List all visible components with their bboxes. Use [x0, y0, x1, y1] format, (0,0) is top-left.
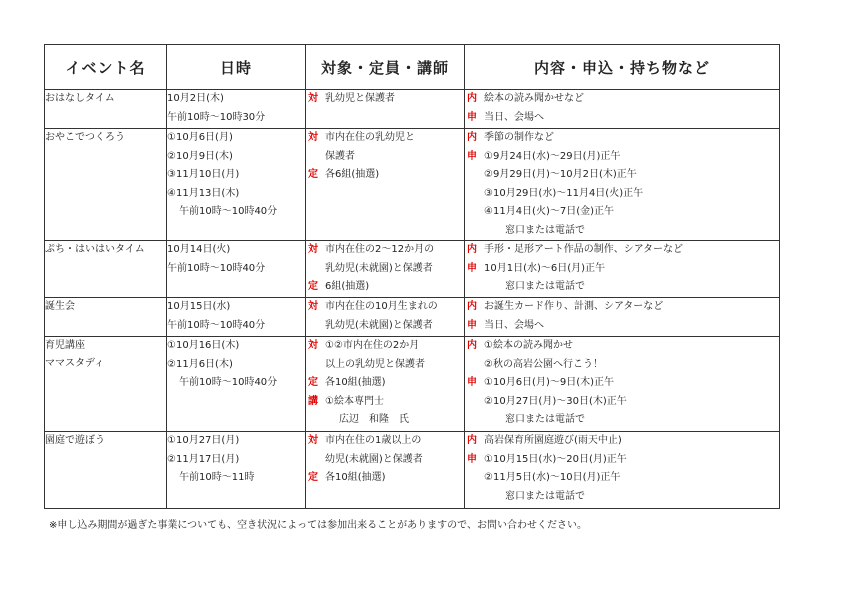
target-cell: [306, 337, 465, 432]
time-line: 午前10時～10時40分: [179, 377, 278, 388]
capacity-tag: 定: [308, 169, 318, 180]
date-line: 10月15日(水): [167, 301, 231, 312]
header-target: 対象・定員・講師: [306, 45, 465, 90]
target-text: 乳幼児と保護者: [325, 93, 395, 104]
target-text: 保護者: [325, 150, 355, 162]
capacity-tag: 定: [308, 377, 318, 388]
apply-text: ②11月5日(水)～10日(月)正午: [484, 472, 621, 483]
target-text: 市内在住の10月生まれの: [325, 301, 438, 312]
date-line: ③11月10日(月): [167, 169, 240, 180]
header-datetime: 日時: [167, 45, 306, 90]
target-text: 市内在住の1歳以上の: [325, 435, 422, 446]
content-text: 季節の制作など: [484, 132, 554, 143]
target-text: 市内在住の乳幼児と: [325, 132, 415, 143]
content-text: ①絵本の読み聞かせ: [484, 340, 573, 351]
event-name: 誕生会: [45, 301, 75, 312]
apply-text: 当日、会場へ: [484, 319, 544, 331]
content-tag: 内: [467, 132, 477, 143]
target-tag: 対: [308, 340, 318, 351]
content-text: ②秋の高岩公園へ行こう！: [484, 358, 603, 370]
time-line: 午前10時～10時30分: [167, 111, 266, 123]
capacity-tag: 定: [308, 472, 318, 483]
apply-tag: 申: [467, 150, 477, 162]
event-name-cell: [45, 298, 167, 337]
table-row: [45, 90, 780, 129]
capacity-text: 各10組(抽選): [325, 377, 386, 388]
datetime-cell: [167, 90, 306, 129]
date-line: ②10月9日(木): [167, 150, 233, 162]
target-cell: [306, 241, 465, 298]
date-line: ④11月13日(木): [167, 187, 240, 199]
footnote: ※申し込み期間が過ぎた事業についても、空き状況によっては参加出来ることがありますので、お問い合わせください。: [49, 520, 587, 531]
target-tag: 対: [308, 132, 318, 143]
lecturer-text: ①絵本専門士: [325, 395, 384, 407]
event-name: おはなしタイム: [45, 93, 115, 104]
target-text: ①②市内在住の2か月: [325, 340, 420, 351]
capacity-text: 各10組(抽選): [325, 472, 386, 483]
apply-tag: 申: [467, 377, 477, 388]
datetime-cell: [167, 241, 306, 298]
table-row: [45, 337, 780, 432]
datetime-cell: [167, 298, 306, 337]
apply-text: ②9月29日(月)～10月2日(木)正午: [484, 169, 637, 180]
event-name-cell: [45, 241, 167, 298]
time-line: 午前10時～10時40分: [179, 206, 278, 217]
capacity-text: 各6組(抽選): [325, 169, 380, 180]
content-cell: [465, 337, 780, 432]
event-name: ぷち・はいはいタイム: [45, 244, 145, 255]
content-tag: 内: [467, 244, 477, 255]
datetime-cell: [167, 432, 306, 509]
target-text: 乳幼児(未就園)と保護者: [325, 262, 433, 274]
table-row: [45, 432, 780, 509]
content-cell: [465, 298, 780, 337]
target-cell: [306, 432, 465, 509]
content-text: 絵本の読み聞かせなど: [484, 93, 584, 104]
content-cell: [465, 241, 780, 298]
content-text: お誕生カード作り、計測、シアターなど: [484, 301, 664, 312]
time-line: 午前10時～11時: [179, 472, 255, 483]
capacity-text: 6組(抽選): [325, 281, 370, 292]
apply-method: 窓口または電話で: [505, 414, 585, 425]
content-text: 手形・足形アート作品の制作、シアターなど: [484, 244, 683, 255]
target-text: 以上の乳幼児と保護者: [325, 358, 425, 370]
apply-method: 窓口または電話で: [505, 281, 585, 292]
event-name-cell: [45, 337, 167, 432]
table-row: [45, 298, 780, 337]
event-name: 育児講座: [45, 340, 85, 351]
event-name: 園庭で遊ぼう: [45, 435, 105, 446]
event-name-cell: [45, 90, 167, 129]
target-text: 乳幼児(未就園)と保護者: [325, 319, 433, 331]
apply-text: ②10月27日(月)～30日(木)正午: [484, 395, 627, 407]
content-cell: [465, 129, 780, 241]
content-tag: 内: [467, 301, 477, 312]
date-line: 10月2日(木): [167, 93, 224, 104]
apply-tag: 申: [467, 262, 477, 274]
apply-tag: 申: [467, 319, 477, 331]
target-tag: 対: [308, 435, 318, 446]
target-text: 幼児(未就園)と保護者: [325, 453, 423, 465]
event-name: ママスタディ: [45, 358, 105, 369]
apply-text: ①10月15日(水)～20日(月)正午: [484, 453, 627, 465]
header-event: イベント名: [45, 45, 167, 90]
apply-text: 当日、会場へ: [484, 111, 544, 123]
datetime-cell: [167, 129, 306, 241]
lecturer-name: 広辺 和隆 氏: [339, 414, 409, 425]
date-line: ②11月17日(月): [167, 453, 240, 465]
apply-tag: 申: [467, 111, 477, 123]
apply-method: 窓口または電話で: [505, 490, 585, 502]
apply-text: ④11月4日(火)～7日(金)正午: [484, 206, 615, 217]
apply-tag: 申: [467, 453, 477, 465]
date-line: ①10月6日(月): [167, 132, 233, 143]
apply-text: ①9月24日(水)～29日(月)正午: [484, 150, 621, 162]
target-cell: [306, 298, 465, 337]
datetime-cell: [167, 337, 306, 432]
apply-method: 窓口または電話で: [505, 224, 585, 236]
target-tag: 対: [308, 93, 318, 104]
content-tag: 内: [467, 93, 477, 104]
date-line: ①10月16日(木): [167, 340, 240, 351]
date-line: 10月14日(火): [167, 244, 231, 255]
date-line: ①10月27日(月): [167, 435, 240, 446]
table-row: [45, 129, 780, 241]
content-tag: 内: [467, 340, 477, 351]
header-content: 内容・申込・持ち物など: [465, 45, 780, 90]
table-row: [45, 241, 780, 298]
apply-text: ①10月6日(月)～9日(木)正午: [484, 377, 615, 388]
event-name-cell: [45, 432, 167, 509]
event-name: おやこでつくろう: [45, 132, 125, 143]
date-line: ②11月6日(木): [167, 358, 233, 370]
content-cell: [465, 90, 780, 129]
event-name-cell: [45, 129, 167, 241]
target-tag: 対: [308, 244, 318, 255]
lecturer-tag: 講: [308, 395, 318, 407]
time-line: 午前10時～10時40分: [167, 262, 266, 274]
capacity-tag: 定: [308, 281, 318, 292]
target-cell: [306, 129, 465, 241]
events-table: [44, 44, 780, 509]
target-cell: [306, 90, 465, 129]
content-tag: 内: [467, 435, 477, 446]
apply-text: ③10月29日(水)～11月4日(火)正午: [484, 187, 644, 199]
target-text: 市内在住の2～12か月の: [325, 244, 435, 255]
content-text: 高岩保育所園庭遊び(雨天中止): [484, 435, 622, 446]
header-row: [45, 45, 780, 90]
time-line: 午前10時～10時40分: [167, 319, 266, 331]
apply-text: 10月1日(水)～6日(月)正午: [484, 262, 606, 274]
target-tag: 対: [308, 301, 318, 312]
content-cell: [465, 432, 780, 509]
